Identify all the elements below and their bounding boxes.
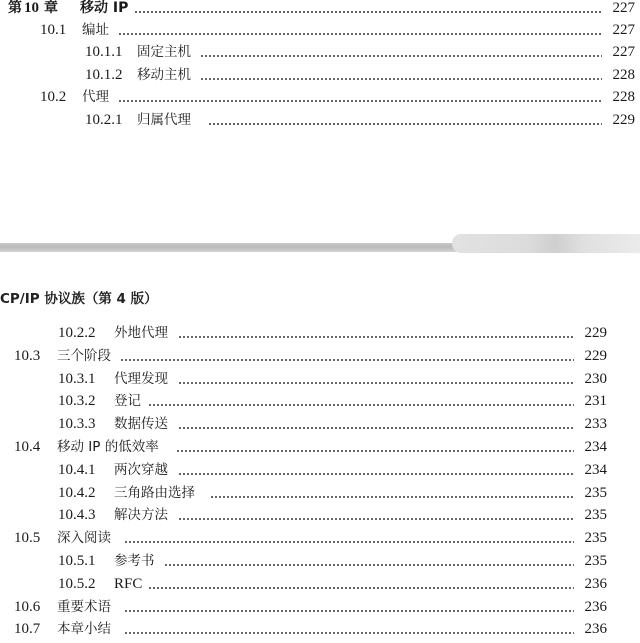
toc-entry[interactable] [0, 368, 640, 390]
entry-title: 编址 [82, 22, 109, 38]
dot-leader [178, 473, 574, 475]
page-number: 229 [584, 347, 607, 364]
toc-entry[interactable] [0, 573, 640, 595]
entry-number: 10.6 [14, 598, 41, 615]
toc-entry[interactable] [0, 41, 640, 63]
entry-number: 10.3.2 [58, 393, 96, 410]
page-number: 236 [584, 575, 607, 592]
dot-leader [120, 359, 574, 361]
dot-leader [176, 450, 574, 452]
toc-chapter-row[interactable] [0, 0, 640, 19]
page-number: 227 [612, 22, 635, 38]
entry-number: 10.3.1 [58, 370, 96, 387]
dot-leader [210, 496, 574, 498]
page-number: 230 [584, 370, 607, 387]
page-number: 228 [612, 89, 635, 105]
toc-entry[interactable] [0, 596, 640, 618]
toc-entry[interactable] [0, 19, 640, 41]
entry-title: 两次穿越 [114, 461, 168, 478]
entry-number: 10.1.1 [85, 44, 123, 60]
entry-number: 10.5.1 [58, 553, 96, 569]
toc-entry[interactable] [0, 482, 640, 504]
entry-title: 本章小结 [57, 621, 111, 638]
toc-bottom-page [0, 322, 640, 643]
entry-title: RFC [114, 575, 143, 592]
dot-leader [178, 427, 574, 429]
dot-leader [164, 564, 574, 566]
entry-number: 10.3.3 [58, 416, 96, 433]
toc-entry[interactable] [0, 390, 640, 412]
chapter-number: 10 [24, 0, 39, 16]
entry-number: 10.2 [40, 89, 67, 105]
entry-title: 代理 [82, 89, 109, 105]
entry-number: 10.1.2 [85, 67, 123, 83]
entry-number: 10.2.2 [58, 325, 96, 341]
entry-title: 三角路由选择 [114, 484, 195, 501]
entry-title: 重要术语 [57, 598, 111, 615]
page-number: 228 [612, 67, 635, 83]
toc-entry[interactable] [0, 64, 640, 86]
dot-leader [124, 541, 574, 543]
chapter-title: 移动 IP [80, 0, 129, 16]
dot-leader [208, 123, 602, 125]
entry-title: 移动 IP 的低效率 [57, 439, 159, 455]
page-number: 236 [584, 621, 607, 638]
dot-leader [178, 336, 574, 338]
page-number: 229 [612, 112, 635, 128]
dot-leader [178, 518, 574, 520]
dot-leader [118, 33, 602, 35]
page-number: 233 [584, 416, 607, 433]
chapter-prefix: 第 [8, 0, 22, 16]
toc-entry[interactable] [0, 109, 640, 131]
toc-entry[interactable] [0, 550, 640, 572]
page-number: 234 [584, 439, 607, 455]
entry-title: 移动主机 [137, 67, 191, 83]
dot-leader [200, 78, 602, 80]
entry-title: 解决方法 [114, 507, 168, 524]
toc-entry[interactable] [0, 459, 640, 481]
entry-number: 10.5.2 [58, 575, 96, 592]
chapter-suffix: 章 [44, 0, 58, 16]
entry-number: 10.3 [14, 347, 41, 364]
toc-entry[interactable] [0, 618, 640, 640]
dot-leader [124, 610, 574, 612]
dot-leader [124, 632, 574, 634]
dot-leader [148, 404, 574, 406]
entry-number: 10.4.2 [58, 484, 96, 501]
entry-title: 三个阶段 [57, 347, 111, 364]
dot-leader [134, 11, 602, 13]
page-number: 229 [584, 325, 607, 341]
page-number: 234 [584, 461, 607, 478]
dot-leader [148, 587, 574, 589]
dot-leader [118, 100, 602, 102]
toc-entry[interactable] [0, 527, 640, 549]
entry-title: 归属代理 [137, 112, 191, 128]
toc-top-page [0, 0, 640, 240]
entry-title: 固定主机 [137, 44, 191, 60]
entry-number: 10.4.1 [58, 461, 96, 478]
page-number: 235 [584, 530, 607, 547]
entry-number: 10.2.1 [85, 112, 123, 128]
entry-number: 10.7 [14, 621, 41, 638]
page-number: 231 [584, 393, 607, 410]
page-number: 235 [584, 507, 607, 524]
entry-title: 代理发现 [114, 370, 168, 387]
entry-title: 外地代理 [114, 325, 168, 341]
toc-entry[interactable] [0, 436, 640, 458]
entry-title: 数据传送 [114, 416, 168, 433]
toc-entry[interactable] [0, 86, 640, 108]
entry-title: 登记 [114, 393, 141, 410]
page-number: 236 [584, 598, 607, 615]
page-number: 235 [584, 553, 607, 569]
dot-leader [200, 55, 602, 57]
page-number: 235 [584, 484, 607, 501]
toc-entry[interactable] [0, 413, 640, 435]
dot-leader [178, 382, 574, 384]
toc-entry[interactable] [0, 504, 640, 526]
running-header: CP/IP 协议族（第 4 版） [0, 291, 158, 307]
toc-entry[interactable] [0, 345, 640, 367]
page-break-smudge [452, 234, 640, 253]
entry-number: 10.1 [40, 22, 67, 38]
page-number: 227 [612, 44, 635, 60]
page-number: 227 [612, 0, 635, 16]
entry-number: 10.4.3 [58, 507, 96, 524]
entry-title: 深入阅读 [57, 530, 111, 547]
entry-number: 10.4 [14, 439, 41, 455]
toc-entry[interactable] [0, 322, 640, 344]
entry-number: 10.5 [14, 530, 41, 547]
entry-title: 参考书 [114, 553, 155, 569]
